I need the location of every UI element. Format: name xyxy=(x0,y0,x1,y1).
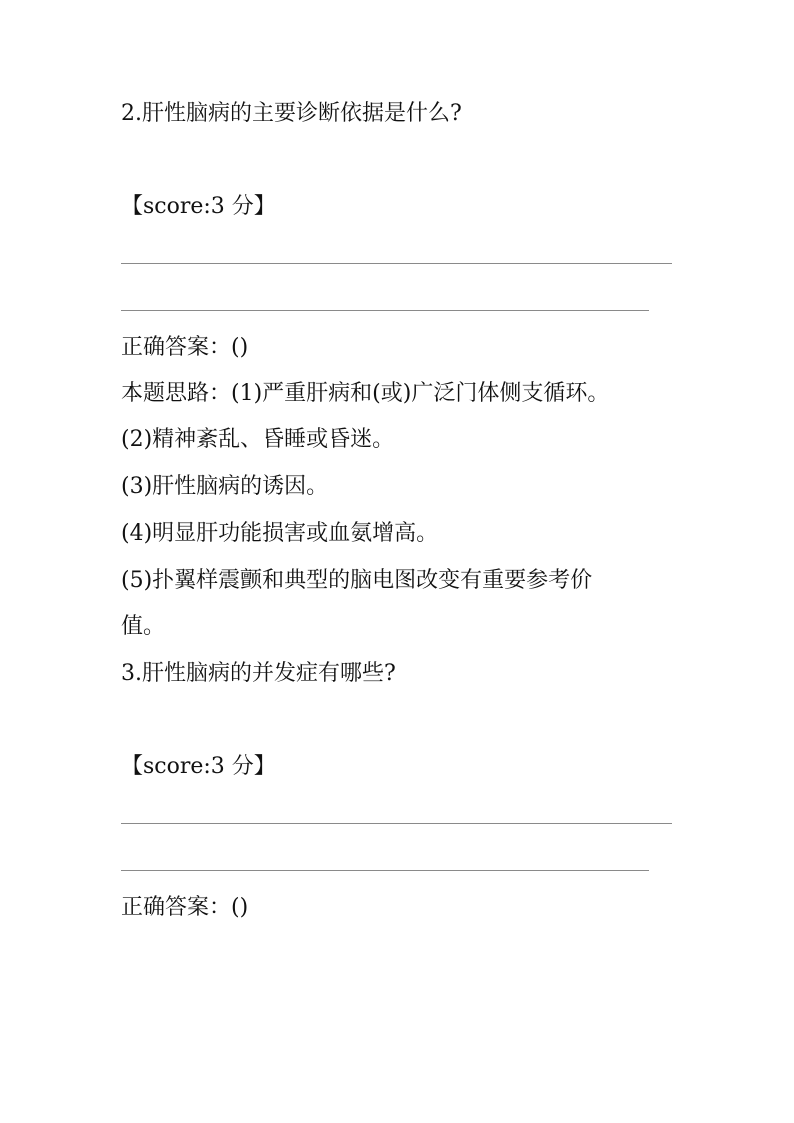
explanation-line: (5)扑翼样震颤和典型的脑电图改变有重要参考价 xyxy=(121,568,593,593)
question-2-answer-label: 正确答案：() xyxy=(121,335,249,360)
answer-line xyxy=(121,823,672,824)
explanation-line: (4)明显肝功能损害或血氨增高。 xyxy=(121,521,439,546)
question-2-score: 【score:3 分】 xyxy=(121,194,276,219)
answer-line xyxy=(121,310,649,311)
question-3-answer-label: 正确答案：() xyxy=(121,895,249,920)
explanation-line: (2)精神紊乱、昏睡或昏迷。 xyxy=(121,427,395,452)
explanation-line: 值。 xyxy=(121,614,166,639)
question-3-title: 3.肝性脑病的并发症有哪些? xyxy=(121,661,396,686)
question-2-title: 2.肝性脑病的主要诊断依据是什么? xyxy=(121,101,462,126)
explanation-line: 本题思路：(1)严重肝病和(或)广泛门体侧支循环。 xyxy=(121,381,610,406)
explanation-line: (3)肝性脑病的诱因。 xyxy=(121,474,329,499)
question-3-score: 【score:3 分】 xyxy=(121,754,276,779)
answer-line xyxy=(121,870,649,871)
answer-line xyxy=(121,263,672,264)
